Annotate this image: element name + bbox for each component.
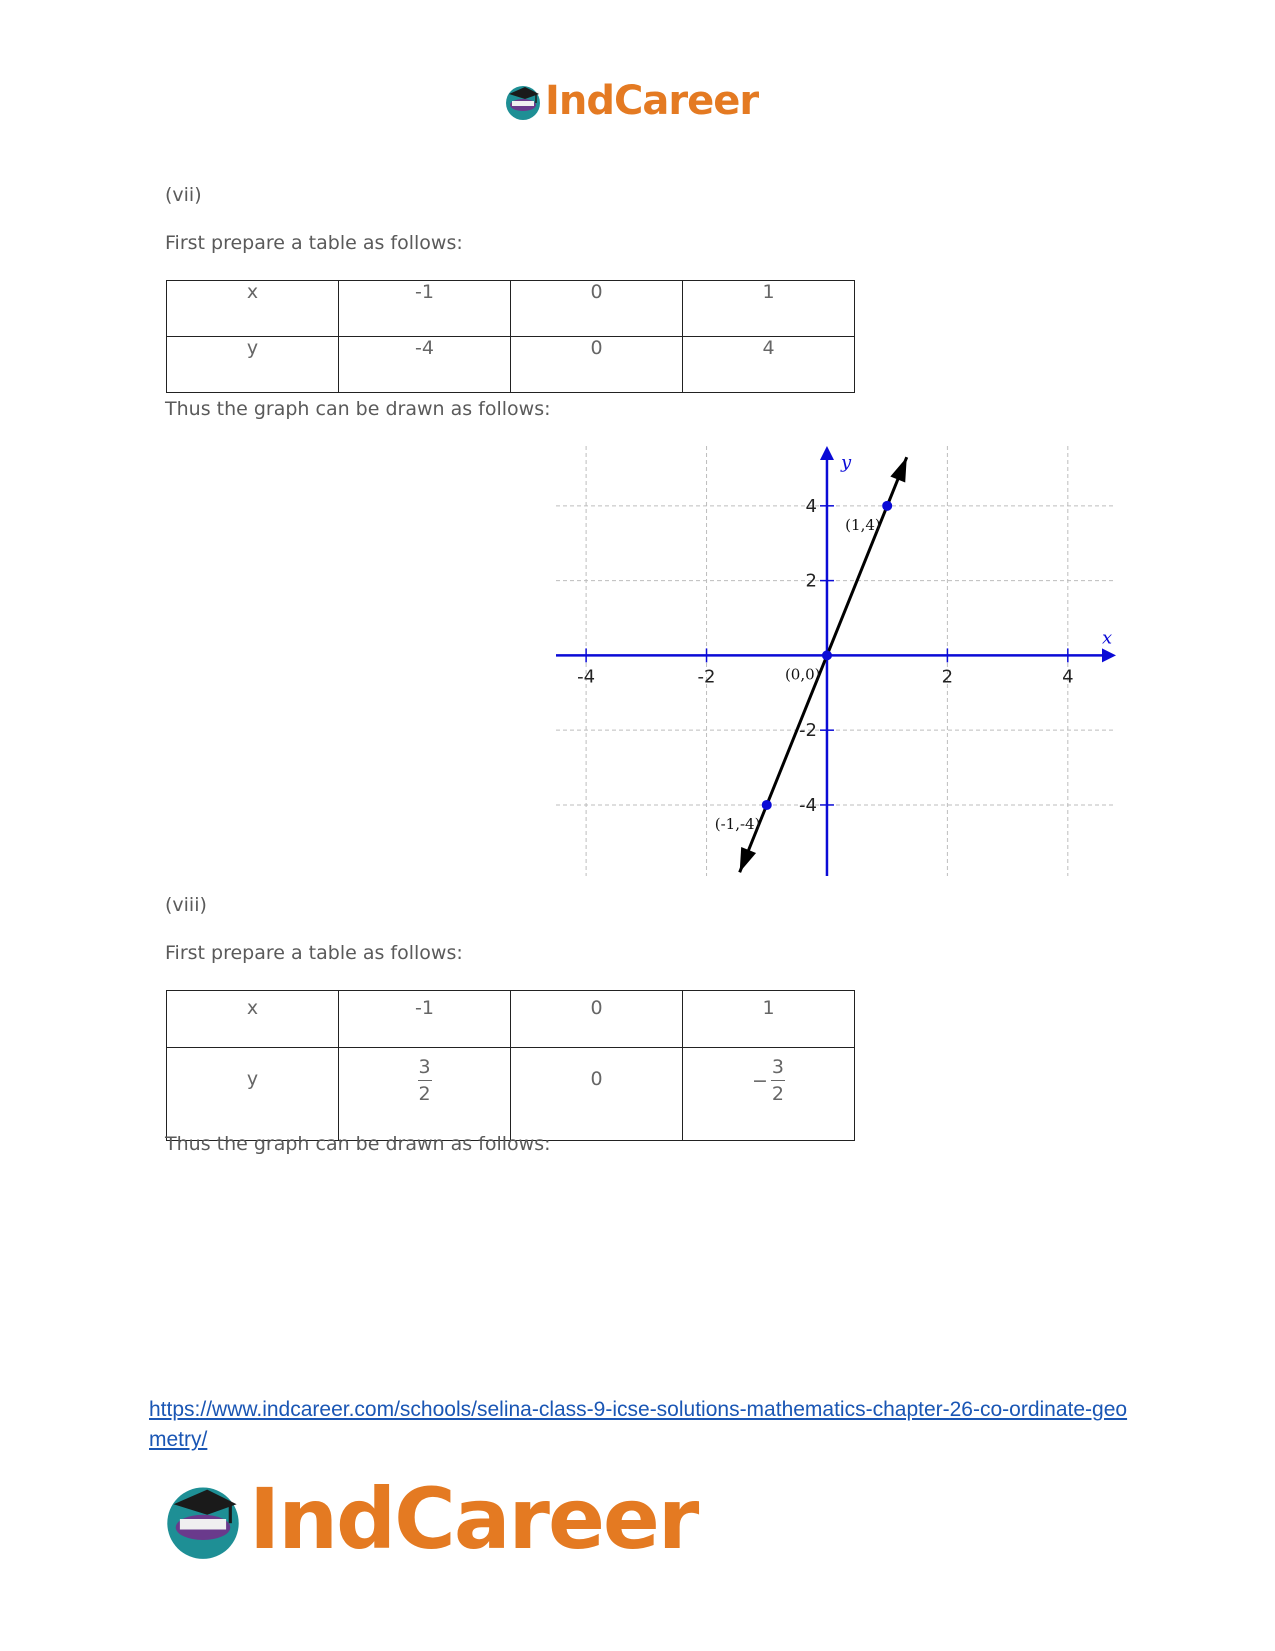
point-label: (-1,-4) (714, 814, 761, 833)
data-point (822, 650, 832, 660)
table-cell: 4 (683, 337, 855, 393)
table-row (167, 991, 855, 1048)
section-viii-after: Thus the graph can be drawn as follows: (165, 1133, 551, 1155)
fraction-numerator: 3 (771, 1056, 784, 1078)
fraction-numerator: 3 (418, 1056, 431, 1078)
fraction-denominator: 2 (771, 1083, 784, 1105)
fraction-bar (771, 1080, 785, 1081)
point-label: (1,4) (845, 515, 881, 534)
negative-fraction (752, 1056, 785, 1105)
table-cell: 0 (511, 991, 683, 1048)
y-tick-label: -2 (799, 720, 817, 742)
y-tick-label: 4 (805, 495, 817, 517)
y-tick-label: 2 (805, 570, 817, 592)
point-label: (0,0) (784, 665, 821, 684)
line-graph (556, 446, 1116, 876)
section-viii-label: (viii) (165, 894, 207, 916)
table-row (167, 1048, 855, 1141)
table-cell: 0 (511, 281, 683, 337)
x-tick-label: 2 (941, 666, 954, 688)
section-vii-label: (vii) (165, 184, 202, 206)
y-axis-arrow (820, 446, 834, 460)
line-arrow-up (890, 457, 906, 482)
logo-wordmark: IndCareer (545, 78, 759, 124)
data-point (882, 501, 892, 511)
table-row (167, 281, 855, 337)
table-cell (683, 1048, 855, 1141)
fraction-denominator: 2 (418, 1083, 431, 1105)
source-link[interactable]: https://www.indcareer.com/schools/selina-class-9-icse-solutions-mathematics-chapter-26-co-ordinate-geometry/ (149, 1398, 1128, 1451)
table-cell (511, 1048, 683, 1141)
zero-value: 0 (590, 1068, 603, 1090)
section-vii-after: Thus the graph can be drawn as follows: (165, 398, 551, 420)
table-cell (339, 1048, 511, 1141)
table-row (167, 337, 855, 393)
y-label: y (246, 1068, 259, 1090)
y-axis-label: y (840, 452, 852, 473)
header-logo (503, 78, 758, 124)
series-line (740, 457, 907, 872)
values-table-viii (166, 990, 855, 1141)
line-arrow-down (740, 847, 756, 872)
footer-logo (161, 1470, 697, 1568)
fraction-three-halves (418, 1056, 432, 1105)
table-cell: 0 (511, 337, 683, 393)
graduation-globe-icon (503, 81, 543, 121)
section-viii-intro: First prepare a table as follows: (165, 942, 463, 964)
x-tick-label: -2 (697, 666, 716, 688)
logo-wordmark: IndCareer (249, 1470, 698, 1568)
table-cell: -1 (339, 991, 511, 1048)
table-cell: x (167, 991, 339, 1048)
x-tick-label: -4 (577, 666, 596, 688)
fraction-three-halves (771, 1056, 785, 1105)
table-cell: 1 (683, 991, 855, 1048)
fraction-bar (418, 1080, 432, 1081)
table-cell: -4 (339, 337, 511, 393)
table-cell: y (167, 337, 339, 393)
table-cell: 1 (683, 281, 855, 337)
x-axis-label: x (1102, 627, 1113, 649)
table-cell: x (167, 281, 339, 337)
minus-sign: − (752, 1069, 768, 1092)
x-axis-arrow (1102, 648, 1116, 662)
section-vii-intro: First prepare a table as follows: (165, 232, 463, 254)
x-tick-label: 4 (1062, 666, 1074, 688)
graduation-globe-icon (161, 1477, 245, 1561)
table-cell: -1 (339, 281, 511, 337)
data-point (762, 800, 772, 810)
values-table-vii (166, 280, 855, 393)
table-cell (167, 1048, 339, 1141)
y-tick-label: -4 (799, 794, 817, 816)
